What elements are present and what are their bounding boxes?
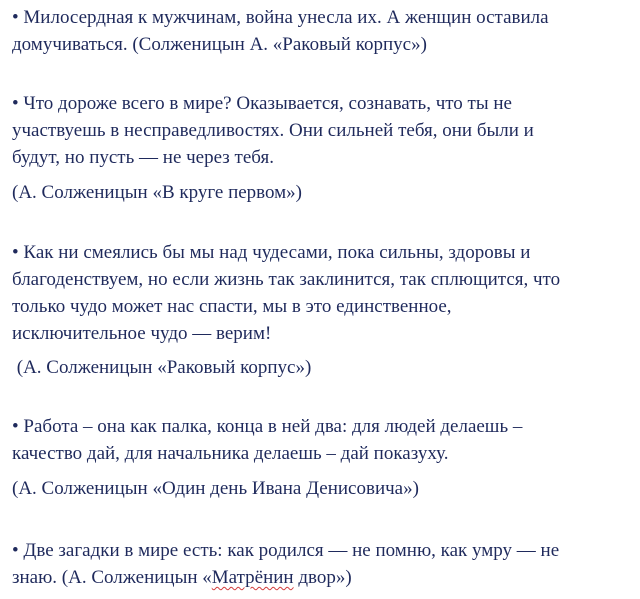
quote-3-line-1: • Как ни смеялись бы мы над чудесами, пока сильны, здоровы и [12,242,531,263]
quote-3 [12,239,560,347]
quote-4 [12,413,522,467]
quote-1 [12,4,549,58]
quote-2-line-1: • Что дороже всего в мире? Оказывается, сознавать, что ты не [12,93,512,114]
quote-1-line-1: • Милосердная к мужчинам, война унесла их. А женщин оставила [12,7,549,28]
quote-3-line-4: исключительное чудо — верим! [12,323,272,344]
quote-5 [12,537,559,591]
quote-4-line-2: качество дай, для начальника делаешь – дай показуху. [12,443,449,464]
quote-3-source: (А. Солженицын «Раковый корпус») [12,357,312,378]
quote-1-line-2: домучиваться. (Солженицын А. «Раковый корпус») [12,34,427,55]
quote-3-line-3: только чудо может нас спасти, мы в это единственное, [12,296,452,317]
quote-4-line-1: • Работа – она как палка, конца в ней два: для людей делаешь – [12,416,523,437]
spellcheck-underlined-word: Матрёнин [211,567,294,588]
quote-5-line-2-prefix: знаю. (А. Солженицын « [12,567,212,588]
quote-5-line-2-suffix: двор») [293,567,352,588]
quote-2-source: (А. Солженицын «В круге первом») [12,182,303,203]
quote-5-line-2 [12,564,559,591]
quote-5-line-1: • Две загадки в мире есть: как родился — не помню, как умру — не [12,540,560,561]
quote-2-line-2: участвуешь в несправедливостях. Они сильней тебя, они были и [12,120,534,141]
quote-3-line-2: благоденствуем, но если жизнь так заклинится, так сплющится, что [12,269,561,290]
quote-2 [12,90,534,171]
quote-2-line-3: будут, но пусть — не через тебя. [12,147,274,168]
quote-4-source: (А. Солженицын «Один день Ивана Денисовича») [12,478,419,499]
